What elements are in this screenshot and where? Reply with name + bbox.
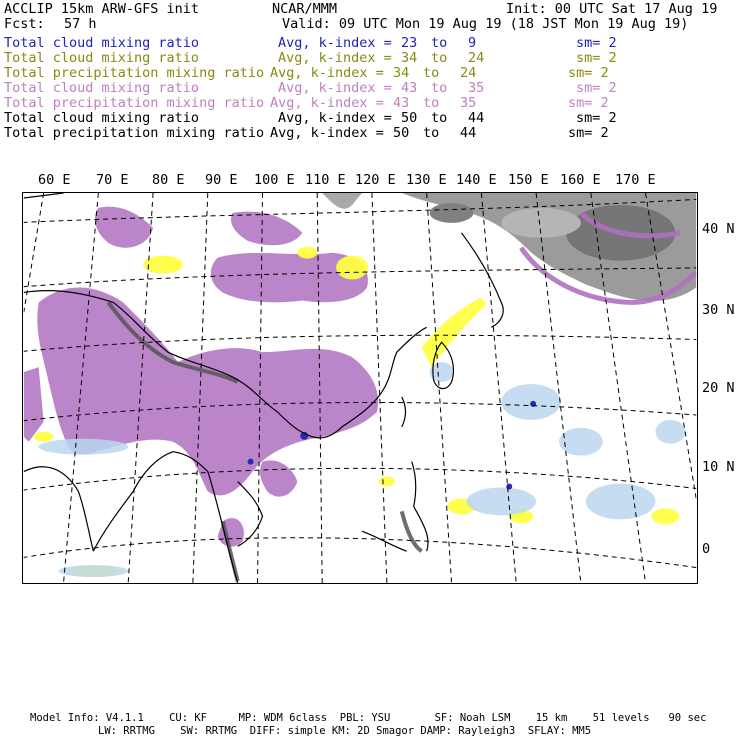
longitude-label: 90 E [205, 172, 238, 188]
longitude-label: 140 E [456, 172, 497, 188]
layer-avg-label: Avg, k-index = [270, 125, 384, 141]
layer-k-to: to [431, 110, 448, 126]
valid-time: Valid: 09 UTC Mon 19 Aug 19 (18 JST Mon 19 Aug 19) [282, 16, 689, 32]
layer-k-to: to [431, 35, 448, 51]
init-time: Init: 00 UTC Sat 17 Aug 19 [506, 1, 718, 17]
layer-name: Total cloud mixing ratio [4, 35, 200, 51]
layer-smoothing: sm= 2 [568, 95, 609, 111]
org-label: NCAR/MMM [272, 1, 338, 17]
longitude-label: 100 E [254, 172, 295, 188]
layer-avg-label: Avg, k-index = [270, 65, 384, 81]
latitude-label: 10 N [702, 459, 735, 475]
latitude-label: 40 N [702, 221, 735, 237]
latitude-label: 20 N [702, 380, 735, 396]
layer-avg-label: Avg, k-index = [278, 80, 392, 96]
layer-k-to: to [423, 95, 440, 111]
model-info-line2: LW: RRTMG SW: RRTMG DIFF: simple KM: 2D Smagor DAMP: Rayleigh3 SFLAY: MM5 [98, 725, 592, 737]
layer-k-end: 35 [460, 95, 477, 111]
longitude-label: 70 E [96, 172, 129, 188]
layer-name: Total cloud mixing ratio [4, 110, 200, 126]
layer-name: Total precipitation mixing ratio [4, 125, 265, 141]
longitude-label: 80 E [152, 172, 185, 188]
layer-k-start: 23 [401, 35, 418, 51]
fcst-value: 57 h [64, 16, 97, 32]
layer-k-to: to [431, 80, 448, 96]
fcst-label: Fcst: [4, 16, 45, 32]
layer-name: Total precipitation mixing ratio [4, 95, 265, 111]
layer-smoothing: sm= 2 [576, 50, 617, 66]
layer-k-start: 34 [401, 50, 418, 66]
layer-k-end: 44 [460, 125, 477, 141]
layer-name: Total cloud mixing ratio [4, 80, 200, 96]
layer-smoothing: sm= 2 [576, 80, 617, 96]
latitude-label: 30 N [702, 302, 735, 318]
layer-smoothing: sm= 2 [568, 65, 609, 81]
layer-name: Total cloud mixing ratio [4, 50, 200, 66]
map-panel [22, 192, 698, 584]
layer-smoothing: sm= 2 [568, 125, 609, 141]
layer-k-end: 24 [460, 65, 477, 81]
layer-k-start: 50 [393, 125, 410, 141]
layer-avg-label: Avg, k-index = [278, 35, 392, 51]
layer-k-start: 43 [401, 80, 418, 96]
layer-k-start: 34 [393, 65, 410, 81]
layer-k-to: to [431, 50, 448, 66]
model-title: ACCLIP 15km ARW-GFS init [4, 1, 200, 17]
layer-avg-label: Avg, k-index = [278, 50, 392, 66]
layer-avg-label: Avg, k-index = [270, 95, 384, 111]
layer-name: Total precipitation mixing ratio [4, 65, 265, 81]
layer-k-end: 44 [468, 110, 485, 126]
layer-k-start: 43 [393, 95, 410, 111]
layer-k-end: 24 [468, 50, 485, 66]
longitude-label: 120 E [355, 172, 396, 188]
layer-smoothing: sm= 2 [576, 35, 617, 51]
layer-k-to: to [423, 125, 440, 141]
longitude-label: 170 E [615, 172, 656, 188]
layer-k-to: to [423, 65, 440, 81]
model-info-line1: Model Info: V4.1.1 CU: KF MP: WDM 6class PBL: YSU SF: Noah LSM 15 km 51 levels 90 sec [30, 712, 707, 724]
layer-smoothing: sm= 2 [576, 110, 617, 126]
cloud-gray-region [322, 193, 696, 301]
layer-k-start: 50 [401, 110, 418, 126]
longitude-label: 130 E [406, 172, 447, 188]
longitude-label: 160 E [560, 172, 601, 188]
longitude-label: 110 E [305, 172, 346, 188]
layer-k-end: 35 [468, 80, 485, 96]
longitude-label: 60 E [38, 172, 71, 188]
layer-k-end: 9 [468, 35, 477, 51]
longitude-label: 150 E [508, 172, 549, 188]
latitude-label: 0 [702, 541, 711, 557]
layer-avg-label: Avg, k-index = [278, 110, 392, 126]
